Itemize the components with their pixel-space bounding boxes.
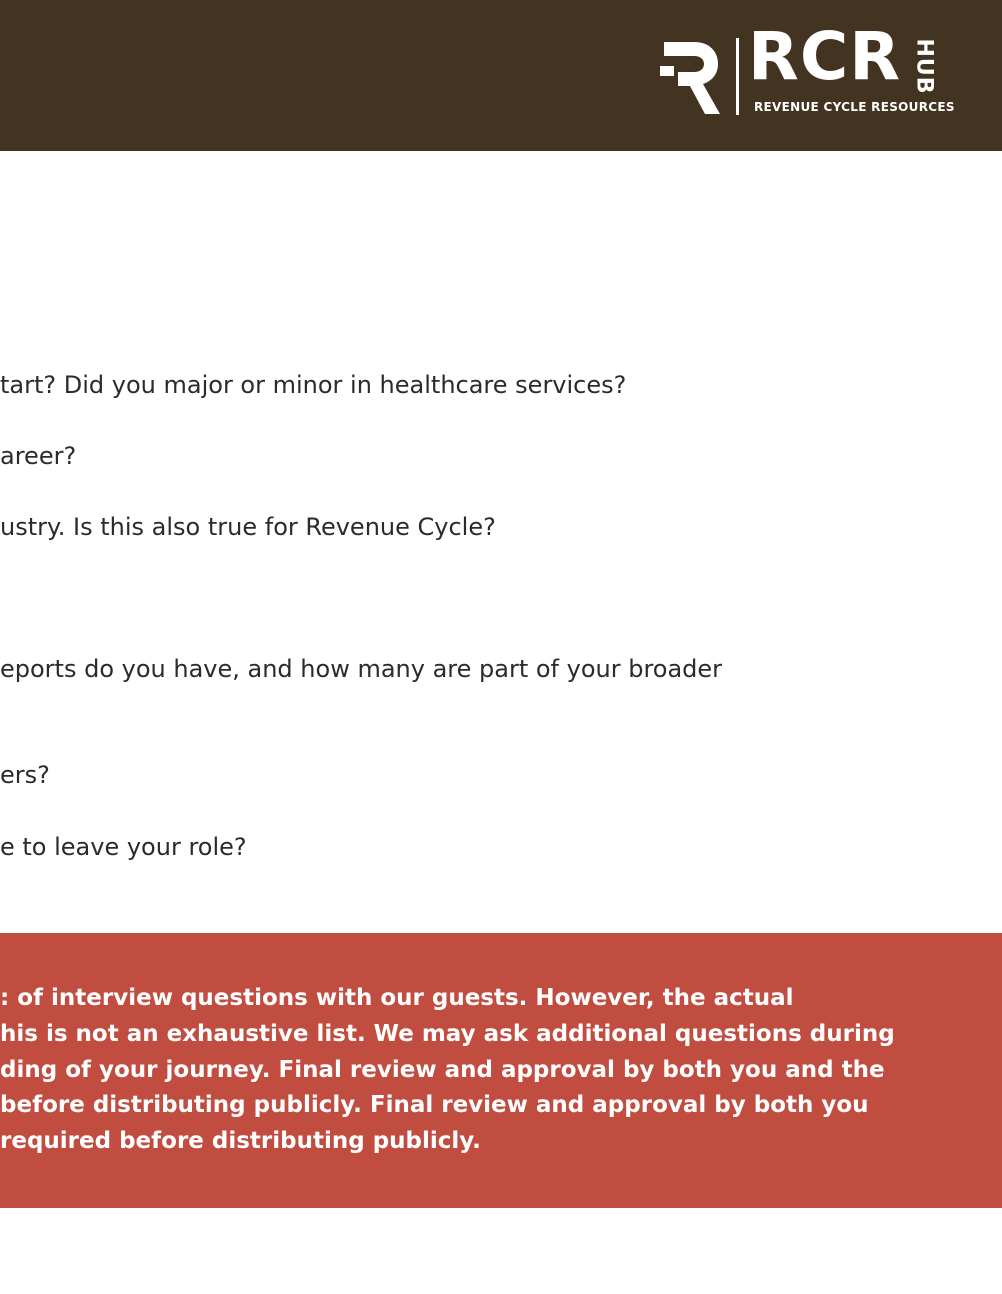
notice-line-1: : of interview questions with our guests. However, the actual: [0, 985, 794, 1011]
rcr-hub-logo[interactable]: [660, 18, 955, 120]
rcr-logo-mark-icon: [660, 36, 722, 116]
notice-line-2: his is not an exhaustive list. We may ask additional questions during: [0, 1021, 895, 1047]
question-6: e to leave your role?: [0, 833, 247, 861]
logo-wordmark: RCR: [748, 18, 902, 95]
question-1: tart? Did you major or minor in healthcare services?: [0, 371, 627, 399]
notice-line-5: required before distributing publicly.: [0, 1128, 481, 1154]
question-5: ers?: [0, 761, 50, 789]
logo-hub-label: HUB: [911, 38, 937, 95]
notice-line-4: before distributing publicly. Final review and approval by both you: [0, 1092, 869, 1118]
question-2: areer?: [0, 442, 77, 470]
logo-tagline: REVENUE CYCLE RESOURCES: [754, 100, 955, 114]
logo-divider: [736, 38, 739, 115]
notice-line-3: ding of your journey. Final review and approval by both you and the: [0, 1057, 885, 1083]
question-3: ustry. Is this also true for Revenue Cycle?: [0, 513, 496, 541]
question-4: eports do you have, and how many are part of your broader: [0, 655, 723, 683]
page-header: [0, 0, 1002, 151]
disclaimer-notice: [0, 933, 1002, 1208]
